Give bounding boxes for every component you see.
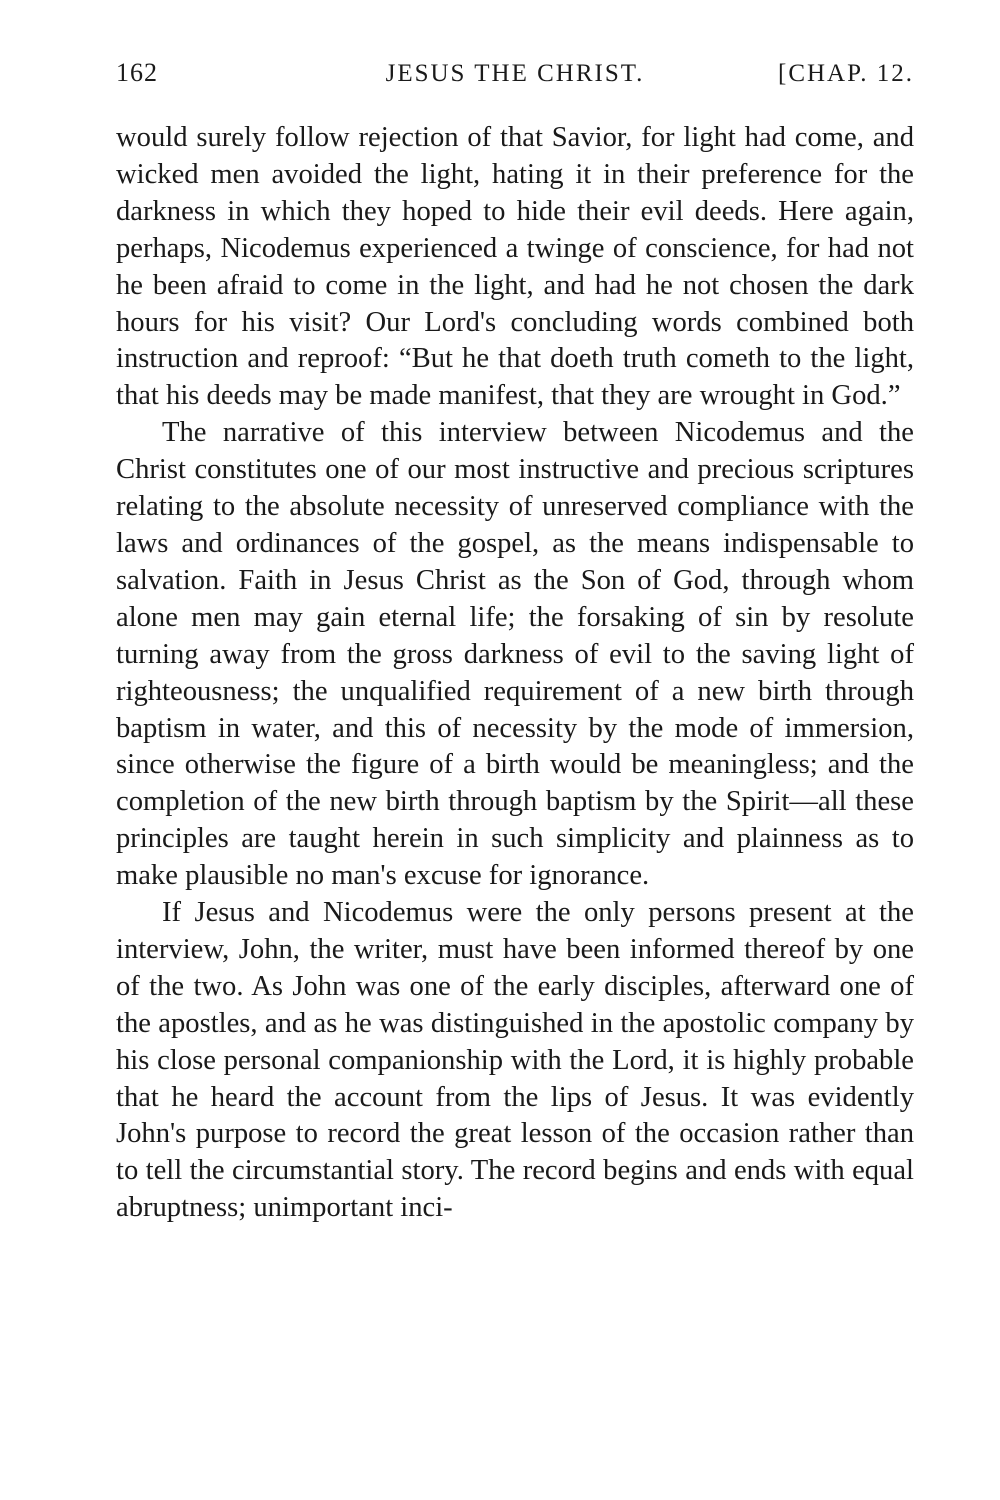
chapter-reference: [CHAP. 12. — [778, 60, 914, 87]
page-number: 162 — [116, 58, 158, 87]
running-title: JESUS THE CHRIST. — [385, 60, 645, 87]
paragraph-continuation: would surely follow rejection of that Savior, for light had come, and wicked men avoided the light, hating it in their preference for the darkness in which they hoped to hide their evil deeds. Here again, perhaps, Nicodemus experienced a twinge of conscience, for had not he been afraid to come in the light, and had he not chosen the dark hours for his visit? Our Lord's concluding words combined both instruction and reproof: “But he that doeth truth cometh to the light, that his deeds may be made manifest, that they are wrought in God.” — [116, 122, 914, 412]
body-text — [116, 120, 914, 1227]
paragraph-narrative: The narrative of this interview between Nicodemus and the Christ constitutes one of our most instructive and precious scriptures relating to the absolute necessity of unreserved compliance with the laws and ordinances of the gospel, as the means indispensable to salvation. Faith in Jesus Christ as the Son of God, through whom alone men may gain eternal life; the forsaking of sin by resolute turning away from the gross darkness of evil to the saving light of righteousness; the unqualified requirement of a new birth through baptism in water, and this of necessity by the mode of immersion, since otherwise the figure of a birth would be meaningless; and the completion of the new birth through baptism by the Spirit—all these principles are taught herein in such simplicity and plainness as to make plausible no man's excuse for ignorance. — [116, 417, 914, 892]
page-header — [116, 58, 914, 98]
paragraph-john-account: If Jesus and Nicodemus were the only persons present at the interview, John, the writer, must have been informed thereof by one of the two. As John was one of the early disciples, afterward one of the apostles, and as he was distinguished in the apostolic company by his close personal companionship with the Lord, it is highly probable that he heard the account from the lips of Jesus. It was evidently John's purpose to record the great lesson of the occasion rather than to tell the circumstantial story. The record begins and ends with equal abruptness; unimportant inci- — [116, 897, 914, 1224]
book-page — [116, 58, 914, 1227]
